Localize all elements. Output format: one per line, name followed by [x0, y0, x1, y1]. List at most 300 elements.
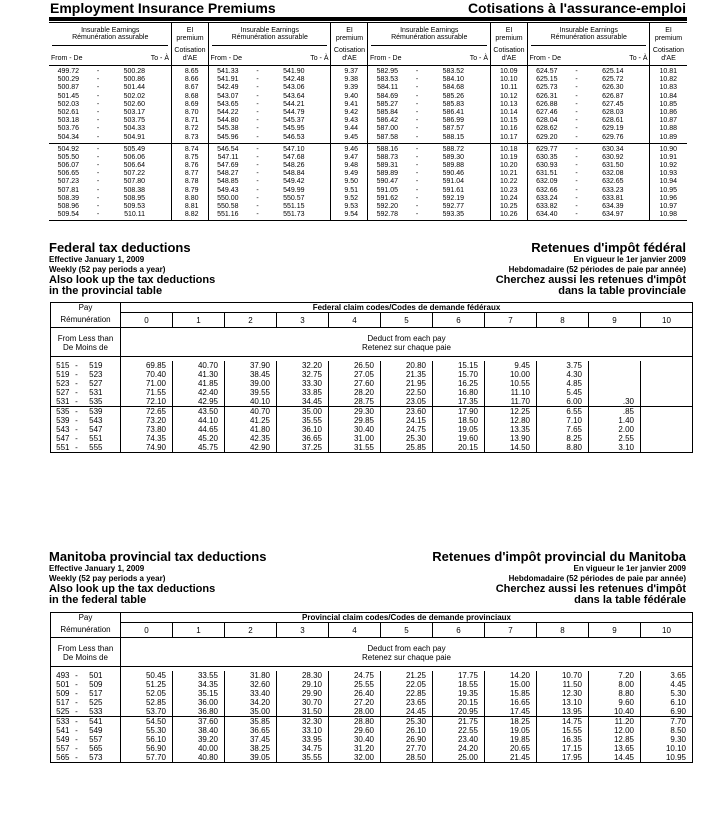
- ei-dash: -: [575, 84, 578, 92]
- deduction-cell: 15.15: [433, 361, 485, 370]
- deduction-cell: 5.45: [537, 388, 589, 397]
- ei-row: [49, 162, 687, 170]
- deduction-cell: 52.05: [121, 689, 173, 698]
- deduction-cell: 39.05: [225, 753, 277, 763]
- pay-gap: [103, 388, 121, 397]
- pay-to: 535: [81, 397, 103, 407]
- ei-to-value: 551.73: [283, 211, 305, 219]
- ei-to-value: 626.30: [602, 84, 624, 92]
- ei-column-divider: [171, 22, 172, 221]
- ei-premium-value: 10.98: [659, 211, 677, 219]
- deduction-cell: 37.25: [277, 443, 329, 453]
- deduction-cell: 54.50: [121, 717, 173, 727]
- ei-to-value: 584.68: [442, 84, 464, 92]
- ei-dash: -: [256, 100, 259, 108]
- deduction-cell: 35.00: [277, 407, 329, 417]
- deduction-cell: 53.70: [121, 707, 173, 717]
- ei-column-divider: [367, 22, 368, 221]
- deduction-cell: 38.25: [225, 744, 277, 753]
- ei-premium-value: 9.50: [344, 178, 358, 186]
- ei-to-value: 633.81: [602, 194, 624, 202]
- ei-to-value: 505.49: [123, 145, 145, 153]
- deduction-cell: 30.40: [329, 735, 381, 744]
- ei-row: [49, 134, 687, 142]
- deduction-cell: 42.40: [173, 388, 225, 397]
- deduction-cell: 1.40: [589, 416, 641, 425]
- federal-effective-fr: En vigueur le 1er janvier 2009: [573, 255, 686, 264]
- ei-premium-value: 10.12: [499, 92, 518, 100]
- ei-premium-value: 10.25: [499, 203, 518, 210]
- deduction-cell: [641, 361, 693, 370]
- ei-from-value: 589.89: [376, 170, 398, 178]
- deduction-cell: 26.90: [381, 735, 433, 744]
- deduction-cell: 24.45: [381, 707, 433, 717]
- deduction-cell: 20.15: [433, 443, 485, 453]
- ei-to-value: 628.61: [602, 117, 624, 125]
- deduction-cell: 29.90: [277, 689, 329, 698]
- ei-to-value: 588.72: [442, 145, 464, 153]
- deduction-cell: 20.15: [433, 698, 485, 707]
- pay-gap: [103, 726, 121, 735]
- ei-to-value: 503.75: [123, 117, 145, 125]
- ei-dash: -: [96, 178, 100, 186]
- deduction-cell: 17.15: [537, 744, 589, 753]
- ei-to-value: 501.44: [123, 84, 145, 92]
- deduction-cell: 7.20: [589, 671, 641, 680]
- table-row: [51, 434, 693, 443]
- deduction-cell: 36.65: [225, 726, 277, 735]
- de-moins-de-header: De Moins de: [51, 343, 121, 357]
- ei-dash: -: [415, 100, 419, 108]
- ei-dash: -: [415, 92, 419, 100]
- deduction-cell: 11.70: [485, 397, 537, 407]
- deduction-cell: 71.55: [121, 388, 173, 397]
- ei-from-value: 588.16: [376, 145, 398, 153]
- ei-from-value: 543.07: [217, 92, 239, 100]
- ei-from-value: 549.43: [217, 186, 239, 194]
- deduction-cell: 42.35: [225, 434, 277, 443]
- ei-premium-value: 8.79: [184, 186, 199, 194]
- ei-from-value: 500.29: [57, 76, 79, 84]
- ei-dash: -: [415, 211, 419, 219]
- ei-to-value: 589.88: [442, 162, 464, 170]
- federal-lookup-en: Also look up the tax deductions in the provincial table: [49, 274, 216, 297]
- ei-to-value: 586.99: [442, 117, 464, 125]
- ei-from-value: 503.76: [57, 125, 79, 133]
- deduction-cell: 17.35: [433, 397, 485, 407]
- deduction-cell: 26.50: [329, 361, 381, 370]
- ei-to-value: 509.53: [123, 203, 145, 210]
- pay-to: 573: [81, 753, 103, 763]
- deduction-cell: 17.95: [537, 753, 589, 763]
- pay-to: 523: [89, 370, 103, 379]
- deduction-cell: 16.35: [537, 735, 589, 744]
- ei-from-value: 626.31: [536, 92, 558, 100]
- ei-dash: -: [96, 100, 100, 108]
- pay-gap: [103, 416, 121, 425]
- ei-premium-value: 10.11: [500, 84, 518, 92]
- table-row: [51, 425, 693, 434]
- ei-header: [49, 22, 687, 65]
- ei-from-value: 548.85: [217, 178, 239, 186]
- pay-to: 551: [89, 434, 103, 443]
- ei-to-value: 506.06: [123, 153, 145, 161]
- deduction-cell: 25.55: [329, 680, 381, 689]
- deduction-cell: 21.45: [485, 753, 537, 763]
- ei-premium-value: 9.52: [344, 194, 358, 202]
- table-row: [51, 735, 693, 744]
- ei-to-value: 507.22: [123, 170, 145, 178]
- ei-header-to: To - À: [469, 55, 488, 62]
- ei-to-value: 545.37: [283, 117, 305, 125]
- ei-premium-value: 8.74: [184, 145, 199, 153]
- table-row: [51, 407, 693, 417]
- ei-header-earnings-en: Insurable Earnings: [81, 27, 140, 34]
- deduction-cell: 36.10: [277, 425, 329, 434]
- ei-from-value: 584.69: [376, 92, 398, 100]
- claim-code-2: 2: [225, 313, 277, 328]
- claim-codes-header: Federal claim codes/Codes de demande fédéraux: [121, 303, 693, 313]
- ei-premium-value: 9.37: [344, 68, 358, 75]
- ei-to-value: 585.83: [442, 100, 464, 108]
- deduction-cell: 74.90: [121, 443, 173, 453]
- deduct-header-en: Deduct from each pay: [121, 638, 693, 654]
- deduction-cell: 35.55: [277, 753, 329, 763]
- ei-dash: -: [256, 133, 259, 141]
- ei-header-earnings-fr: Rémunération assurable: [391, 34, 468, 41]
- federal-effective-en: Effective January 1, 2009: [49, 255, 145, 264]
- pay-from: 515: [51, 361, 73, 370]
- pay-dash: -: [75, 361, 78, 370]
- pay-dash: -: [75, 726, 78, 735]
- pay-to: 517: [89, 689, 103, 698]
- claim-code-6: 6: [433, 313, 485, 328]
- deduction-cell: 32.30: [277, 717, 329, 727]
- ei-from-value: 541.91: [217, 76, 239, 84]
- deduction-cell: [641, 407, 693, 417]
- deduction-cell: 10.40: [589, 707, 641, 717]
- deduction-cell: 25.85: [381, 443, 433, 453]
- ei-dash: -: [256, 194, 259, 202]
- pay-dash: -: [75, 370, 78, 379]
- ei-to-value: 549.42: [283, 178, 305, 186]
- pay-dash: -: [75, 744, 78, 753]
- deduction-cell: 51.25: [121, 680, 173, 689]
- pay-header: Pay: [51, 613, 121, 623]
- ei-header-from: From - De: [529, 55, 561, 62]
- ei-header-earnings-en: Insurable Earnings: [559, 27, 618, 34]
- deduction-cell: 72.65: [121, 407, 173, 417]
- pay-gap: [103, 707, 121, 717]
- ei-dash: -: [575, 162, 578, 170]
- claim-codes-header: Provincial claim codes/Codes de demande provinciaux: [121, 613, 693, 623]
- table-row: [51, 680, 693, 689]
- ei-dash: -: [575, 108, 578, 116]
- ei-to-value: 547.10: [283, 145, 305, 153]
- ei-to-value: 508.95: [123, 194, 145, 202]
- ei-from-value: 587.58: [376, 133, 398, 141]
- ei-dash: -: [256, 186, 259, 194]
- ei-from-value: 590.47: [376, 178, 398, 186]
- deduction-cell: 14.45: [589, 753, 641, 763]
- ei-dash: -: [415, 76, 419, 84]
- pay-dash: -: [75, 698, 78, 707]
- deduction-cell: 27.60: [329, 379, 381, 388]
- ei-to-value: 508.38: [123, 186, 145, 194]
- deduction-cell: 12.85: [589, 735, 641, 744]
- federal-tax-table: [50, 302, 693, 453]
- ei-to-value: 549.99: [283, 186, 305, 194]
- pay-dash: -: [73, 753, 81, 763]
- pay-gap: [103, 698, 121, 707]
- manitoba-effective-fr: En vigueur le 1er janvier 2009: [573, 564, 686, 573]
- pay-dash: -: [75, 735, 78, 744]
- deduction-cell: 13.10: [537, 698, 589, 707]
- deduction-cell: 32.60: [225, 680, 277, 689]
- deduction-cell: 69.85: [121, 361, 173, 370]
- pay-from: 535: [51, 407, 73, 417]
- pay-dash: -: [73, 707, 81, 717]
- ei-from-value: 544.22: [217, 108, 239, 116]
- deduction-cell: 33.10: [277, 726, 329, 735]
- ei-block: [49, 66, 687, 144]
- deduction-cell: 40.70: [225, 407, 277, 417]
- ei-dash: -: [256, 203, 259, 210]
- deduction-cell: 2.00: [589, 425, 641, 434]
- deduction-cell: 34.45: [277, 397, 329, 407]
- ei-premium-value: 8.70: [184, 108, 199, 116]
- ei-row: [49, 117, 687, 125]
- ei-to-value: 585.26: [442, 92, 464, 100]
- ei-to-value: 502.02: [123, 92, 145, 100]
- ei-header-earnings-en: Insurable Earnings: [400, 27, 459, 34]
- deduction-cell: 6.55: [537, 407, 589, 417]
- deduction-cell: 28.00: [329, 707, 381, 717]
- ei-dash: -: [575, 211, 578, 219]
- ei-dash: -: [96, 117, 100, 125]
- ei-dash: -: [96, 68, 100, 75]
- ei-premium-value: 8.82: [184, 211, 199, 219]
- deduction-cell: 7.10: [537, 416, 589, 425]
- ei-premium-value: 10.22: [499, 178, 518, 186]
- ei-dash: -: [96, 170, 100, 178]
- table-row: [51, 726, 693, 735]
- pay-dash: -: [75, 388, 78, 397]
- pay-dash: -: [73, 397, 81, 407]
- ei-row: [49, 154, 687, 162]
- ei-dash: -: [96, 203, 100, 210]
- ei-from-value: 503.18: [57, 117, 79, 125]
- ei-from-value: 628.04: [536, 117, 558, 125]
- ei-premium-value: 9.39: [344, 84, 358, 92]
- ei-to-value: 593.35: [442, 211, 464, 219]
- deduction-cell: 8.50: [641, 726, 693, 735]
- deduction-cell: 34.75: [277, 744, 329, 753]
- ei-column-divider: [208, 22, 209, 221]
- deduction-cell: 33.95: [277, 735, 329, 744]
- ei-from-value: 501.45: [57, 92, 79, 100]
- pay-from: 501: [51, 680, 73, 689]
- manitoba-effective-en: Effective January 1, 2009: [49, 564, 145, 573]
- pay-to: 557: [89, 735, 103, 744]
- ei-premium-value: 10.87: [659, 117, 677, 125]
- pay-gap: [103, 361, 121, 370]
- deduction-cell: 12.30: [537, 689, 589, 698]
- deduction-cell: 21.35: [381, 370, 433, 379]
- deduction-cell: 42.95: [173, 397, 225, 407]
- ei-to-value: 626.87: [602, 92, 624, 100]
- ei-header-earnings-fr: Rémunération assurable: [550, 34, 627, 41]
- pay-gap: [103, 753, 121, 763]
- deduction-cell: 10.00: [485, 370, 537, 379]
- deduction-cell: 3.75: [537, 361, 589, 370]
- ei-premium-value: 8.71: [184, 117, 199, 125]
- deduction-cell: 35.15: [173, 689, 225, 698]
- deduction-cell: 22.85: [381, 689, 433, 698]
- deduction-cell: 11.50: [537, 680, 589, 689]
- ei-to-value: 545.95: [283, 125, 305, 133]
- ei-premium-value: 10.93: [659, 170, 677, 178]
- deduction-cell: 14.75: [537, 717, 589, 727]
- ei-premium-value: 8.77: [184, 170, 199, 178]
- ei-header-premium-4: d'AE: [342, 55, 357, 62]
- ei-column-divider: [527, 22, 528, 221]
- ei-from-value: 506.65: [57, 170, 79, 178]
- ei-from-value: 588.73: [376, 153, 398, 161]
- deduction-cell: 34.35: [173, 680, 225, 689]
- pay-to: 547: [89, 425, 103, 434]
- deduction-cell: 35.55: [277, 416, 329, 425]
- deduction-cell: 30.70: [277, 698, 329, 707]
- pay-to: 519: [89, 361, 103, 370]
- ei-to-value: 634.39: [602, 203, 624, 210]
- pay-from: 493: [51, 671, 73, 680]
- ei-from-value: 629.20: [536, 133, 558, 141]
- ei-from-value: 543.65: [217, 100, 239, 108]
- deduction-cell: 32.20: [277, 361, 329, 370]
- ei-dash: -: [575, 153, 578, 161]
- deduction-cell: 16.25: [433, 379, 485, 388]
- deduction-cell: 16.80: [433, 388, 485, 397]
- claim-code-6: 6: [433, 623, 485, 638]
- pay-dash: -: [75, 416, 78, 425]
- deduction-cell: 56.90: [121, 744, 173, 753]
- ei-from-value: 632.66: [536, 186, 558, 194]
- ei-to-value: 632.08: [602, 170, 624, 178]
- table-row: [51, 671, 693, 680]
- pay-dash: -: [75, 434, 78, 443]
- deduction-cell: 26.40: [329, 689, 381, 698]
- ei-dash: -: [575, 92, 578, 100]
- ei-premium-value: 10.85: [659, 100, 677, 108]
- ei-dash: -: [96, 92, 100, 100]
- ei-premium-value: 10.89: [659, 133, 677, 141]
- federal-lookup-fr: Cherchez aussi les retenues d'impôt dans la table provinciale: [495, 274, 686, 297]
- deduction-cell: [641, 434, 693, 443]
- ei-premium-value: 10.21: [499, 170, 518, 178]
- ei-dash: -: [575, 117, 578, 125]
- deduction-cell: 10.95: [641, 753, 693, 763]
- pay-to: 543: [89, 416, 103, 425]
- deduction-cell: 36.00: [173, 698, 225, 707]
- ei-dash: -: [415, 153, 419, 161]
- claim-code-10: 10: [641, 623, 693, 638]
- ei-dash: -: [415, 162, 419, 170]
- deduction-cell: [589, 361, 641, 370]
- deduction-cell: 29.10: [277, 680, 329, 689]
- ei-to-value: 628.03: [602, 108, 624, 116]
- ei-premium-value: 10.91: [659, 153, 677, 161]
- deduction-cell: 55.30: [121, 726, 173, 735]
- pay-dash: -: [75, 680, 78, 689]
- ei-from-value: 550.00: [217, 194, 239, 202]
- ei-dash: -: [415, 186, 419, 194]
- pay-gap: [103, 370, 121, 379]
- ei-row: [49, 76, 687, 84]
- ei-from-value: 547.69: [217, 162, 239, 170]
- ei-header-premium-1: EI: [665, 27, 672, 34]
- pay-from: 527: [51, 388, 73, 397]
- ei-header-to: To - À: [310, 55, 329, 62]
- deduction-cell: 43.50: [173, 407, 225, 417]
- pay-gap: [103, 443, 121, 453]
- ei-to-value: 548.26: [283, 162, 305, 170]
- claim-code-8: 8: [537, 623, 589, 638]
- deduction-cell: 40.80: [173, 753, 225, 763]
- ei-from-value: 587.00: [376, 125, 398, 133]
- ei-premium-value: 8.76: [184, 162, 199, 170]
- deduction-cell: 72.10: [121, 397, 173, 407]
- ei-premium-value: 8.68: [184, 92, 199, 100]
- pay-to: 531: [89, 388, 103, 397]
- deduction-cell: 31.00: [329, 434, 381, 443]
- federal-weekly-fr: Hebdomadaire (52 périodes de paie par année): [508, 265, 686, 274]
- ei-dash: -: [575, 133, 578, 141]
- deduction-cell: 2.55: [589, 434, 641, 443]
- ei-from-value: 583.53: [376, 76, 398, 84]
- pay-dash: -: [75, 379, 78, 388]
- deduction-cell: 23.40: [433, 735, 485, 744]
- ei-header-premium-2: premium: [335, 35, 364, 42]
- deduction-cell: 41.85: [173, 379, 225, 388]
- deduction-cell: 74.35: [121, 434, 173, 443]
- deduction-cell: 8.80: [537, 443, 589, 453]
- deduction-cell: 8.80: [589, 689, 641, 698]
- ei-from-value: 629.77: [536, 145, 558, 153]
- pay-gap: [103, 689, 121, 698]
- ei-from-value: 633.24: [536, 194, 558, 202]
- ei-dash: -: [415, 170, 419, 178]
- ei-premium-value: 9.42: [344, 108, 358, 116]
- pay-to: 509: [89, 680, 103, 689]
- deduction-cell: 13.35: [485, 425, 537, 434]
- ei-premium-value: 10.20: [499, 162, 518, 170]
- deduction-cell: .85: [589, 407, 641, 417]
- ei-dash: -: [575, 125, 578, 133]
- ei-from-value: 584.11: [377, 84, 398, 92]
- deduction-cell: 15.70: [433, 370, 485, 379]
- ei-dash: -: [575, 100, 578, 108]
- deduction-cell: 50.45: [121, 671, 173, 680]
- claim-code-9: 9: [589, 623, 641, 638]
- deduction-cell: 17.75: [433, 671, 485, 680]
- ei-to-value: 547.68: [283, 153, 305, 161]
- manitoba-weekly-fr: Hebdomadaire (52 périodes de paie par année): [508, 574, 686, 583]
- ei-dash: -: [96, 84, 100, 92]
- pay-gap: [103, 717, 121, 727]
- deduction-cell: 28.20: [329, 388, 381, 397]
- pay-from: 509: [51, 689, 73, 698]
